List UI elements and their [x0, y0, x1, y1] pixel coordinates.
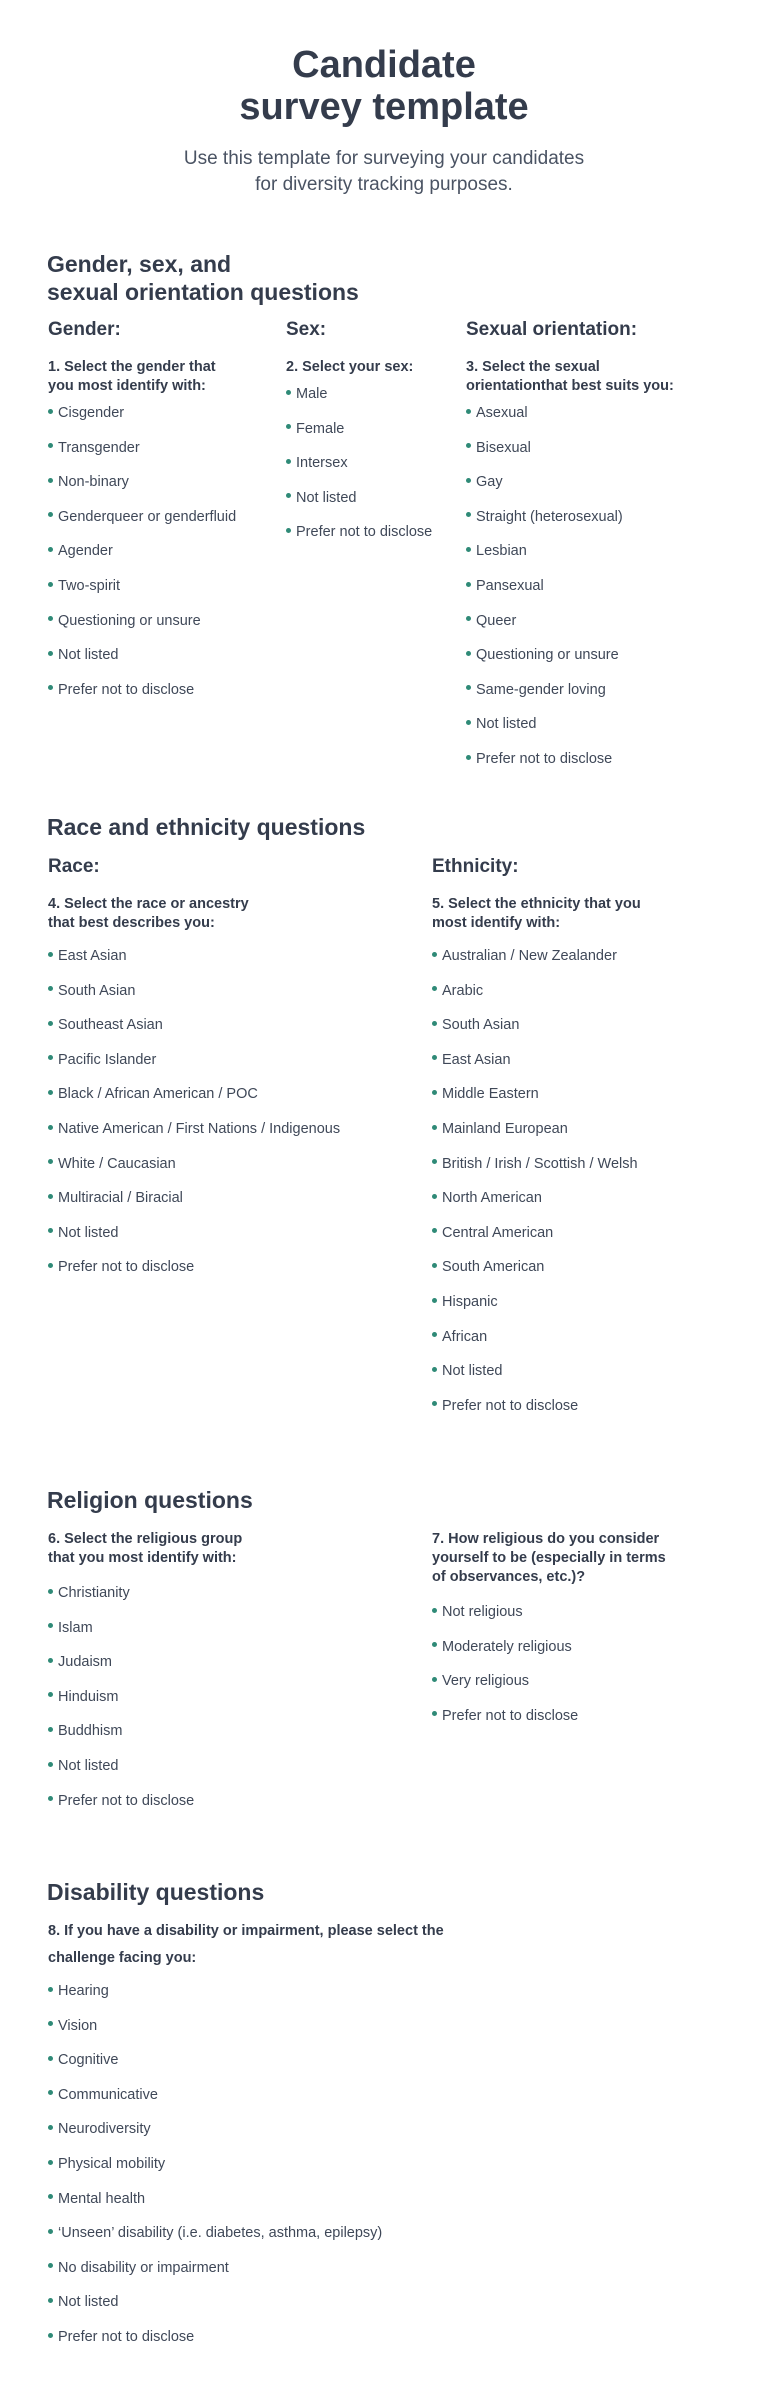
- option-label: Australian / New Zealander: [442, 948, 617, 964]
- option-label: Vision: [58, 2017, 98, 2034]
- option-item: [48, 1688, 242, 1723]
- bullet-icon: [432, 1367, 437, 1372]
- option-item: [48, 2224, 444, 2259]
- question: [48, 1918, 444, 1972]
- option-label: Queer: [476, 612, 517, 629]
- option-label: Cognitive: [58, 2052, 119, 2069]
- bullet-icon: [432, 1021, 437, 1026]
- option-item: [48, 404, 236, 439]
- option-label: South American: [442, 1259, 545, 1276]
- option-item: [48, 646, 236, 681]
- section-heading-line: sexual orientation questions: [47, 279, 359, 305]
- question-line: 6. Select the religious group: [48, 1531, 243, 1547]
- option-label: East Asian: [58, 948, 127, 964]
- column-heading: Sexual orientation:: [466, 319, 638, 340]
- question-line: yourself to be (especially in terms: [432, 1550, 666, 1566]
- option-label: Prefer not to disclose: [58, 2328, 195, 2345]
- option-item: [286, 523, 432, 558]
- bullet-icon: [48, 443, 53, 448]
- option-item: [432, 1189, 641, 1224]
- option-list: [48, 1584, 242, 1826]
- option-item: [48, 1982, 444, 2017]
- page-subtitle-line: for diversity tracking purposes.: [255, 174, 513, 195]
- bullet-icon: [48, 2263, 53, 2268]
- option-label: Hearing: [58, 1983, 109, 1999]
- column-heading: Sex:: [286, 319, 327, 340]
- option-label: Prefer not to disclose: [476, 750, 613, 767]
- bullet-icon: [286, 528, 291, 533]
- option-label: Non-binary: [58, 474, 129, 491]
- bullet-icon: [48, 1090, 53, 1095]
- page-subtitle-line: Use this template for surveying your candidates: [183, 148, 585, 169]
- option-item: [286, 385, 432, 420]
- option-label: British / Irish / Scottish / Welsh: [442, 1155, 638, 1172]
- option-item: [48, 2155, 444, 2190]
- bullet-icon: [432, 1125, 437, 1130]
- option-label: Bisexual: [476, 439, 531, 456]
- bullet-icon: [466, 582, 471, 587]
- bullet-icon: [432, 1228, 437, 1233]
- page-subtitle: [0, 146, 768, 198]
- bullet-icon: [48, 1727, 53, 1732]
- section-heading-line: Disability questions: [47, 1879, 265, 1905]
- bullet-icon: [466, 651, 471, 656]
- bullet-icon: [48, 1228, 53, 1233]
- option-label: Lesbian: [476, 543, 527, 560]
- option-item: [48, 1016, 340, 1051]
- option-label: Prefer not to disclose: [442, 1707, 579, 1724]
- option-item: [48, 2017, 444, 2052]
- option-item: [466, 646, 674, 681]
- sex-column: [286, 318, 432, 558]
- bullet-icon: [466, 755, 471, 760]
- option-item: [432, 1085, 641, 1120]
- bullet-icon: [48, 1623, 53, 1628]
- bullet-icon: [286, 459, 291, 464]
- option-item: [466, 542, 674, 577]
- bullet-icon: [48, 1762, 53, 1767]
- option-item: [48, 1051, 340, 1086]
- option-list: [286, 385, 432, 558]
- option-item: [432, 1224, 641, 1259]
- option-item: [432, 1155, 641, 1190]
- option-item: [432, 1258, 641, 1293]
- bullet-icon: [432, 952, 437, 957]
- bullet-icon: [48, 1796, 53, 1801]
- option-label: Asexual: [476, 405, 528, 421]
- option-label: Mental health: [58, 2190, 146, 2207]
- bullet-icon: [432, 1332, 437, 1337]
- bullet-icon: [432, 1642, 437, 1647]
- option-item: [48, 1189, 340, 1224]
- option-label: Buddhism: [58, 1723, 123, 1740]
- bullet-icon: [432, 1263, 437, 1268]
- question-line: 5. Select the ethnicity that you: [432, 896, 641, 912]
- bullet-icon: [48, 1159, 53, 1164]
- question-line: that you most identify with:: [48, 1550, 237, 1566]
- option-item: [48, 2190, 444, 2225]
- option-item: [466, 404, 674, 439]
- question-line: that best describes you:: [48, 915, 215, 931]
- option-label: Not listed: [58, 2294, 119, 2311]
- option-label: Communicative: [58, 2086, 158, 2103]
- bullet-icon: [432, 1159, 437, 1164]
- bullet-icon: [432, 986, 437, 991]
- bullet-icon: [48, 478, 53, 483]
- option-item: [48, 1757, 242, 1792]
- option-list: [48, 404, 236, 715]
- option-label: South Asian: [58, 982, 136, 999]
- option-label: Neurodiversity: [58, 2121, 151, 2138]
- option-label: Prefer not to disclose: [296, 524, 433, 541]
- option-label: Female: [296, 420, 345, 437]
- bullet-icon: [48, 1055, 53, 1060]
- option-item: [48, 577, 236, 612]
- option-item: [48, 1120, 340, 1155]
- section-heading-line: Race and ethnicity questions: [47, 814, 366, 840]
- orientation-column: [466, 318, 674, 785]
- bullet-icon: [48, 1125, 53, 1130]
- option-item: [48, 1224, 340, 1259]
- option-item: [48, 1722, 242, 1757]
- option-label: Mainland European: [442, 1120, 568, 1137]
- question: [466, 358, 674, 396]
- bullet-icon: [48, 1021, 53, 1026]
- option-list: [48, 947, 340, 1293]
- section-heading-line: Religion questions: [47, 1487, 253, 1513]
- bullet-icon: [466, 616, 471, 621]
- bullet-icon: [48, 952, 53, 957]
- option-label: Not religious: [442, 1604, 523, 1620]
- option-label: Prefer not to disclose: [58, 1259, 195, 1276]
- gender-column: [48, 318, 236, 715]
- bullet-icon: [48, 986, 53, 991]
- bullet-icon: [466, 512, 471, 517]
- option-label: Not listed: [58, 1757, 119, 1774]
- option-label: Prefer not to disclose: [58, 681, 195, 698]
- option-label: Genderqueer or genderfluid: [58, 508, 237, 525]
- option-item: [432, 947, 641, 982]
- page-title-line: survey template: [239, 86, 529, 128]
- option-item: [466, 473, 674, 508]
- option-item: [48, 473, 236, 508]
- bullet-icon: [48, 2298, 53, 2303]
- section-heading-line: Gender, sex, and: [47, 251, 232, 277]
- option-label: African: [442, 1328, 488, 1345]
- option-label: Intersex: [296, 455, 348, 472]
- option-label: Multiracial / Biracial: [58, 1190, 183, 1207]
- option-item: [432, 1328, 641, 1363]
- option-item: [48, 1155, 340, 1190]
- question: [432, 1530, 666, 1587]
- bullet-icon: [432, 1401, 437, 1406]
- option-item: [432, 1362, 641, 1397]
- column-heading: Race:: [48, 856, 100, 877]
- option-item: [48, 1653, 242, 1688]
- option-item: [48, 681, 236, 716]
- option-list: [432, 947, 641, 1431]
- bullet-icon: [286, 424, 291, 429]
- column-heading: Gender:: [48, 319, 121, 340]
- section-heading-race: [47, 813, 365, 841]
- option-item: [286, 420, 432, 455]
- option-label: Not listed: [442, 1363, 503, 1380]
- option-item: [466, 439, 674, 474]
- page-title: [0, 44, 768, 128]
- option-label: Central American: [442, 1224, 554, 1241]
- bullet-icon: [432, 1677, 437, 1682]
- bullet-icon: [432, 1090, 437, 1095]
- option-label: Very religious: [442, 1673, 530, 1690]
- option-item: [48, 612, 236, 647]
- option-item: [48, 508, 236, 543]
- question: [48, 1530, 242, 1568]
- bullet-icon: [48, 409, 53, 414]
- race-column: [48, 855, 340, 1293]
- option-item: [48, 439, 236, 474]
- option-label: Pacific Islander: [58, 1051, 157, 1068]
- question-line: 1. Select the gender that: [48, 359, 216, 375]
- question: [286, 358, 432, 377]
- option-label: Pansexual: [476, 577, 544, 594]
- option-item: [432, 1707, 666, 1742]
- option-label: Not listed: [58, 1224, 119, 1241]
- option-item: [48, 2120, 444, 2155]
- bullet-icon: [466, 478, 471, 483]
- section-heading-disability: [47, 1878, 264, 1906]
- option-item: [432, 1603, 666, 1638]
- option-item: [48, 1619, 242, 1654]
- option-label: Not listed: [58, 647, 119, 664]
- option-item: [48, 1584, 242, 1619]
- question-line: 4. Select the race or ancestry: [48, 896, 249, 912]
- option-label: Questioning or unsure: [58, 612, 201, 629]
- question-line: 8. If you have a disability or impairment, please select the: [48, 1923, 444, 1939]
- option-label: East Asian: [442, 1051, 511, 1068]
- column-heading: Ethnicity:: [432, 856, 519, 877]
- option-item: [466, 577, 674, 612]
- option-label: No disability or impairment: [58, 2259, 229, 2276]
- option-item: [466, 612, 674, 647]
- option-item: [48, 542, 236, 577]
- religion-degree-column: [432, 1530, 666, 1741]
- bullet-icon: [466, 547, 471, 552]
- option-item: [48, 2328, 444, 2363]
- bullet-icon: [48, 1658, 53, 1663]
- bullet-icon: [48, 1194, 53, 1199]
- option-label: Middle Eastern: [442, 1086, 539, 1103]
- page-title-line: Candidate: [292, 44, 476, 86]
- question: [432, 895, 641, 933]
- option-label: Not listed: [296, 489, 357, 506]
- option-label: Moderately religious: [442, 1638, 572, 1655]
- option-item: [48, 2086, 444, 2121]
- option-label: Prefer not to disclose: [58, 1792, 195, 1809]
- bullet-icon: [466, 685, 471, 690]
- option-item: [48, 2051, 444, 2086]
- option-label: Hispanic: [442, 1293, 498, 1310]
- option-item: [432, 1016, 641, 1051]
- option-item: [48, 947, 340, 982]
- option-label: South Asian: [442, 1017, 520, 1034]
- option-label: Judaism: [58, 1654, 112, 1671]
- option-label: Prefer not to disclose: [442, 1397, 579, 1414]
- option-list: [432, 1603, 666, 1741]
- option-label: Male: [296, 386, 328, 402]
- bullet-icon: [48, 2090, 53, 2095]
- option-item: [466, 681, 674, 716]
- option-label: Islam: [58, 1619, 93, 1636]
- option-label: Same-gender loving: [476, 681, 606, 698]
- option-label: Southeast Asian: [58, 1017, 163, 1034]
- question-line: you most identify with:: [48, 378, 206, 394]
- bullet-icon: [432, 1055, 437, 1060]
- section-heading-gender: [47, 250, 359, 306]
- option-item: [48, 982, 340, 1017]
- section-heading-religion: [47, 1486, 253, 1514]
- question: [48, 358, 236, 396]
- option-label: White / Caucasian: [58, 1155, 176, 1172]
- option-item: [432, 1120, 641, 1155]
- option-item: [286, 489, 432, 524]
- bullet-icon: [286, 493, 291, 498]
- option-list: [466, 404, 674, 785]
- option-item: [432, 1397, 641, 1432]
- option-label: ‘Unseen’ disability (i.e. diabetes, asthma, epilepsy): [58, 2225, 383, 2242]
- bullet-icon: [48, 2333, 53, 2338]
- option-label: Gay: [476, 474, 503, 491]
- bullet-icon: [48, 547, 53, 552]
- disability-column: [48, 1918, 444, 2363]
- option-item: [48, 2259, 444, 2294]
- bullet-icon: [466, 409, 471, 414]
- option-label: Agender: [58, 543, 113, 560]
- option-label: North American: [442, 1190, 542, 1207]
- bullet-icon: [48, 1692, 53, 1697]
- bullet-icon: [48, 616, 53, 621]
- option-item: [466, 715, 674, 750]
- bullet-icon: [286, 390, 291, 395]
- bullet-icon: [48, 2229, 53, 2234]
- option-label: Straight (heterosexual): [476, 508, 623, 525]
- option-item: [48, 2293, 444, 2328]
- option-label: Not listed: [476, 716, 537, 733]
- option-item: [466, 750, 674, 785]
- option-item: [432, 1638, 666, 1673]
- question-line: challenge facing you:: [48, 1950, 197, 1966]
- religion-group-column: [48, 1530, 242, 1826]
- question-line: 2. Select your sex:: [286, 359, 414, 375]
- question-line: most identify with:: [432, 915, 561, 931]
- option-item: [432, 982, 641, 1017]
- option-label: Two-spirit: [58, 577, 121, 594]
- option-item: [286, 454, 432, 489]
- question-line: orientationthat best suits you:: [466, 378, 674, 394]
- bullet-icon: [432, 1194, 437, 1199]
- option-item: [466, 508, 674, 543]
- bullet-icon: [432, 1298, 437, 1303]
- bullet-icon: [48, 582, 53, 587]
- option-item: [432, 1293, 641, 1328]
- bullet-icon: [48, 2125, 53, 2130]
- bullet-icon: [48, 1589, 53, 1594]
- option-label: Transgender: [58, 439, 140, 456]
- option-label: Native American / First Nations / Indigenous: [58, 1120, 341, 1137]
- option-label: Questioning or unsure: [476, 647, 619, 664]
- bullet-icon: [48, 2021, 53, 2026]
- option-label: Black / African American / POC: [58, 1086, 258, 1103]
- option-item: [48, 1085, 340, 1120]
- bullet-icon: [48, 685, 53, 690]
- option-item: [48, 1792, 242, 1827]
- question-line: 3. Select the sexual: [466, 359, 600, 375]
- bullet-icon: [48, 1263, 53, 1268]
- question: [48, 895, 340, 933]
- option-label: Cisgender: [58, 405, 125, 421]
- bullet-icon: [48, 651, 53, 656]
- bullet-icon: [48, 1987, 53, 1992]
- question-line: 7. How religious do you consider: [432, 1531, 660, 1547]
- ethnicity-column: [432, 855, 641, 1431]
- bullet-icon: [48, 2056, 53, 2061]
- question-line: of observances, etc.)?: [432, 1569, 586, 1585]
- bullet-icon: [48, 2194, 53, 2199]
- option-label: Arabic: [442, 982, 484, 999]
- bullet-icon: [48, 512, 53, 517]
- option-item: [48, 1258, 340, 1293]
- option-list: [48, 1982, 444, 2363]
- option-label: Physical mobility: [58, 2155, 166, 2172]
- bullet-icon: [48, 2160, 53, 2165]
- bullet-icon: [466, 443, 471, 448]
- option-item: [432, 1672, 666, 1707]
- option-label: Christianity: [58, 1585, 130, 1601]
- bullet-icon: [466, 720, 471, 725]
- option-label: Hinduism: [58, 1688, 119, 1705]
- option-item: [432, 1051, 641, 1086]
- bullet-icon: [432, 1608, 437, 1613]
- bullet-icon: [432, 1711, 437, 1716]
